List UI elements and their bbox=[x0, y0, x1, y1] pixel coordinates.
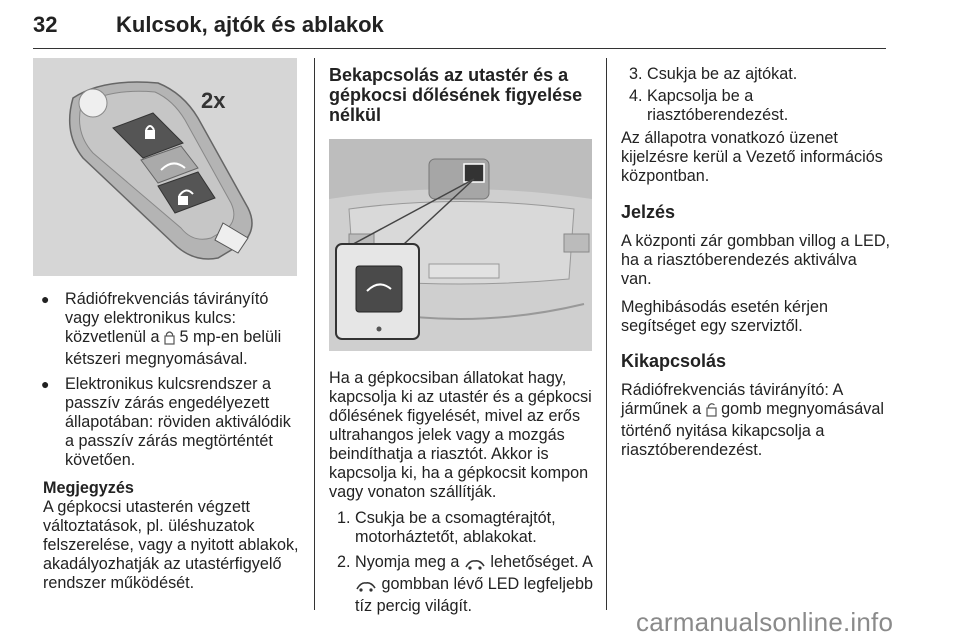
section-heading: Bekapcsolás az utastér és a gépkocsi dőlésének figyelése nélkül bbox=[329, 65, 583, 125]
section-heading-jelzes: Jelzés bbox=[621, 202, 676, 222]
list-item: ● Elektronikus kulcsrendszer a passzív zárás engedélyezett állapotában: röviden aktiválódik a passzív zárás megtörténtét követően. bbox=[41, 375, 291, 469]
list-item: 4. Kapcsolja be a riasztóberendezést. bbox=[629, 87, 789, 124]
paragraph: Rádiófrekvenciás távirányító: A járműnek a gomb megnyomásával történő nyitása kikapcsolja a riasztóberendezést. bbox=[621, 381, 884, 459]
column-middle bbox=[329, 58, 597, 616]
unlock-icon bbox=[706, 402, 717, 422]
column-divider bbox=[606, 58, 607, 610]
figure-label: 2x bbox=[201, 88, 226, 113]
note-heading: Megjegyzés bbox=[43, 479, 134, 497]
car-tilt-icon bbox=[464, 556, 486, 575]
watermark: carmanualsonline.info bbox=[636, 607, 894, 637]
list-item: 1. Csukja be a csomagtérajtót, motorháztetőt, ablakokat. bbox=[337, 509, 556, 546]
paragraph: Ha a gépkocsiban állatokat hagy, kapcsolja ki az utastér és a gépkocsi dőlésének figyelését, mivel az erős ultrahangos jelek vagy a mozgás beindíthatja a riasztót. Akkor is kapcsolja ki, ha a gépkocsit kompon vagy vonaton szállítják. bbox=[329, 369, 592, 501]
key-fob-image bbox=[33, 58, 297, 276]
list-item: ● Rádiófrekvenciás távirányító vagy elektronikus kulcs: közvetlenül a 5 mp-en belüli kétszeri megnyomásával. bbox=[41, 290, 282, 368]
page-number: 32 bbox=[33, 12, 58, 37]
column-left bbox=[33, 58, 300, 593]
page-header bbox=[33, 0, 886, 49]
numbered-list bbox=[329, 509, 597, 616]
section-heading-kikapcsolas: Kikapcsolás bbox=[621, 351, 727, 371]
paragraph: A központi zár gombban villog a LED, ha a riasztóberendezés aktiválva van. bbox=[621, 232, 891, 288]
car-tilt-icon bbox=[355, 578, 377, 597]
paragraph: Az állapotra vonatkozó üzenet kijelzésre kerül a Vezető információs központban. bbox=[621, 129, 883, 185]
interior-console-image bbox=[329, 139, 592, 351]
bullet-list bbox=[33, 290, 300, 470]
bullet-icon: ● bbox=[41, 376, 50, 392]
lock-icon bbox=[164, 330, 175, 350]
column-divider bbox=[314, 58, 315, 610]
numbered-list bbox=[621, 65, 891, 125]
bullet-icon: ● bbox=[41, 291, 50, 307]
page-title: Kulcsok, ajtók és ablakok bbox=[116, 12, 384, 37]
list-item: 3. Csukja be az ajtókat. bbox=[629, 65, 798, 83]
column-right bbox=[621, 58, 891, 460]
list-item: 2. Nyomja meg a lehetőséget. A gombban lévő LED legfeljebb tíz percig világít. bbox=[337, 553, 593, 615]
note-block: Megjegyzés A gépkocsi utasterén végzett változtatások, pl. üléshuzatok felszerelése, vagy a nyitott ablakok, akadályozhatják az utastérfigyelő rendszer működését. bbox=[43, 479, 299, 592]
paragraph: Meghibásodás esetén kérjen segítséget egy szerviztől. bbox=[621, 298, 828, 335]
